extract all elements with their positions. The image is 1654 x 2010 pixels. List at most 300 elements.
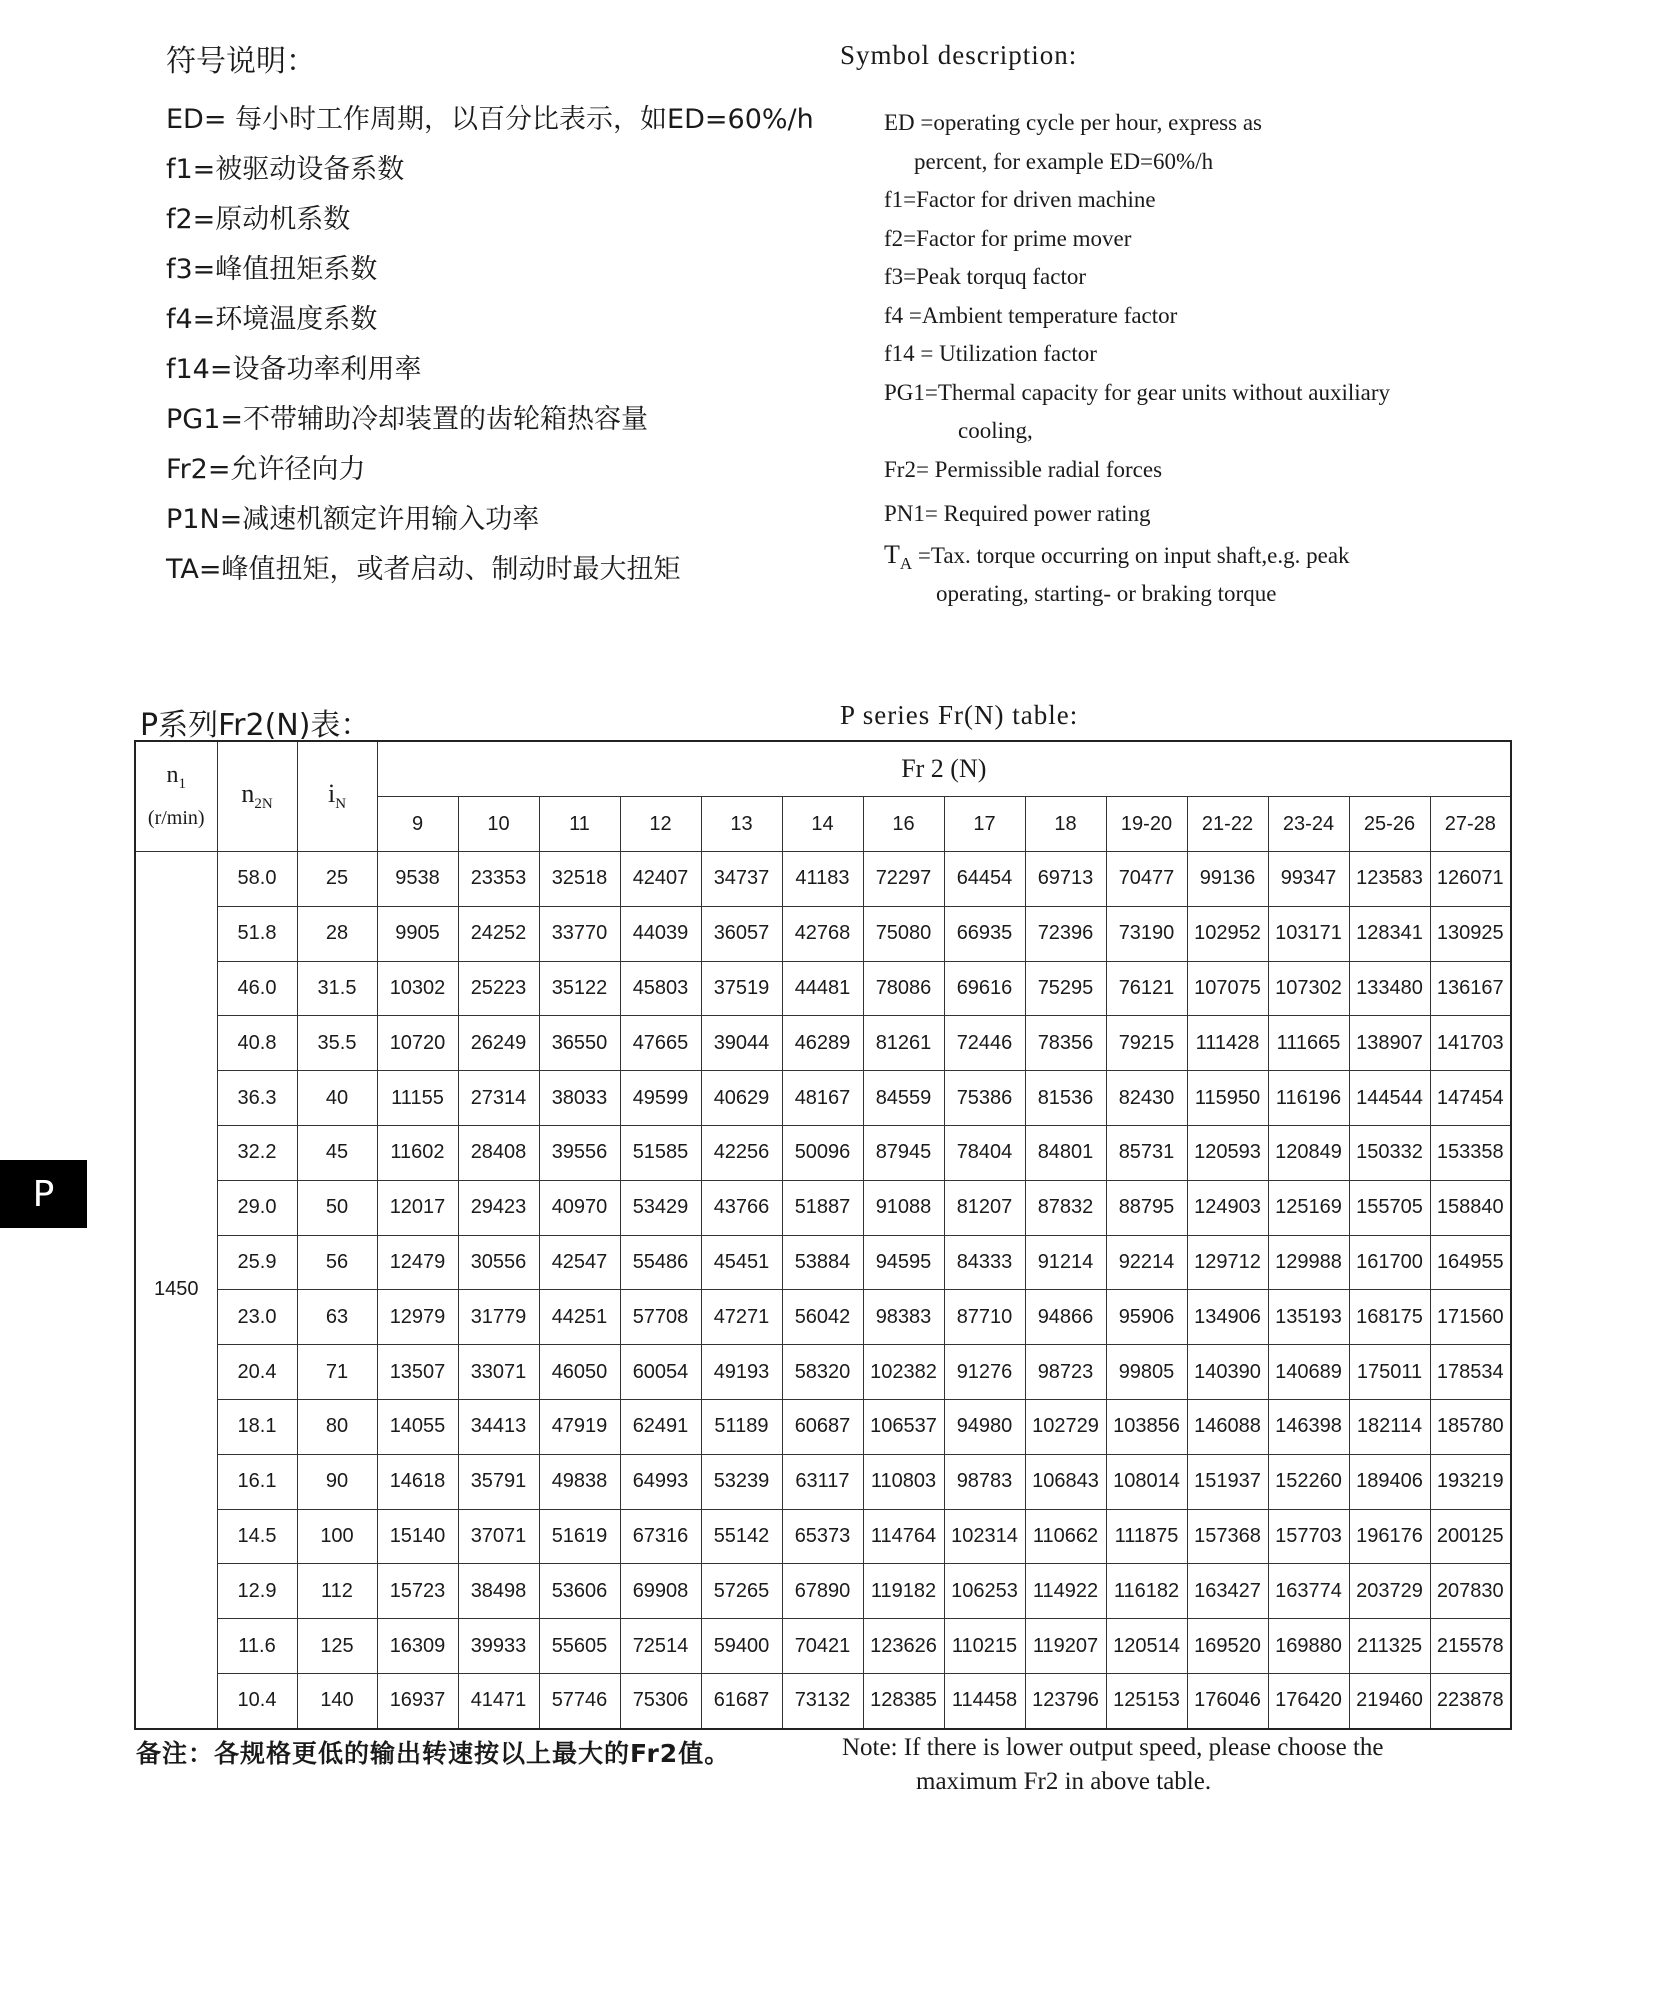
fr2-value: 44039	[620, 906, 701, 961]
fr2-value: 30556	[458, 1235, 539, 1290]
ratio-value: 31.5	[297, 961, 377, 1016]
fr2-value: 28408	[458, 1125, 539, 1180]
fr2-value: 87945	[863, 1125, 944, 1180]
fr2-value: 185780	[1430, 1399, 1511, 1454]
fr2-value: 110215	[944, 1619, 1025, 1674]
size-header-cell: 27-28	[1430, 797, 1511, 852]
fr2-value: 47271	[701, 1290, 782, 1345]
fr2-value: 12479	[377, 1235, 458, 1290]
fr2-value: 57708	[620, 1290, 701, 1345]
fr2-value: 106537	[863, 1399, 944, 1454]
fr2-value: 26249	[458, 1016, 539, 1071]
fr2-value: 12979	[377, 1290, 458, 1345]
fr2-value: 55142	[701, 1509, 782, 1564]
fr2-value: 53239	[701, 1454, 782, 1509]
fr2-value: 176046	[1187, 1673, 1268, 1728]
n2-value: 10.4	[217, 1673, 297, 1728]
fr2-value: 44481	[782, 961, 863, 1016]
fr2-value: 189406	[1349, 1454, 1430, 1509]
fr2-value: 43766	[701, 1180, 782, 1235]
table-row	[135, 1345, 1511, 1400]
note-en-line1: Note: If there is lower output speed, please choose the	[842, 1734, 1384, 1761]
fr2-value: 15723	[377, 1564, 458, 1619]
size-header-cell: 9	[377, 797, 458, 852]
fr2-value: 14055	[377, 1399, 458, 1454]
table-row	[135, 1016, 1511, 1071]
ratio-header: $i_N$	[297, 741, 377, 852]
symbol-item-en: f3=Peak torquq factor	[884, 264, 1087, 289]
size-header-cell: 11	[539, 797, 620, 852]
fr2-value: 158840	[1430, 1180, 1511, 1235]
ratio-value: 80	[297, 1399, 377, 1454]
symbol-item-cn: f2=原动机系数	[166, 204, 351, 235]
fr2-value: 69908	[620, 1564, 701, 1619]
fr2-value: 163774	[1268, 1564, 1349, 1619]
fr2-value: 67316	[620, 1509, 701, 1564]
fr2-value: 91276	[944, 1345, 1025, 1400]
n2-value: 20.4	[217, 1345, 297, 1400]
fr2-value: 40629	[701, 1071, 782, 1126]
fr2-value: 73132	[782, 1673, 863, 1728]
symbol-item-cn: PG1=不带辅助冷却装置的齿轮箱热容量	[166, 404, 649, 435]
table-row	[135, 852, 1511, 907]
fr2-value: 141703	[1430, 1016, 1511, 1071]
n2-value: 32.2	[217, 1125, 297, 1180]
symbol-item-en: Fr2= Permissible radial forces	[884, 456, 1163, 482]
ratio-value: 112	[297, 1564, 377, 1619]
fr2-value: 157368	[1187, 1509, 1268, 1564]
fr2-value: 119182	[863, 1564, 944, 1619]
ratio-value: 56	[297, 1235, 377, 1290]
fr2-value: 23353	[458, 852, 539, 907]
fr2-value: 50096	[782, 1125, 863, 1180]
symbol-item-cn: ED= 每小时工作周期，以百分比表示，如ED=60%/h	[166, 104, 814, 135]
symbol-item-en: f1=Factor for driven machine	[884, 187, 1156, 212]
fr2-value: 114922	[1025, 1564, 1106, 1619]
fr2-value: 98783	[944, 1454, 1025, 1509]
fr2-value: 35791	[458, 1454, 539, 1509]
n2-value: 14.5	[217, 1509, 297, 1564]
size-header-cell: 25-26	[1349, 797, 1430, 852]
fr2-value: 72396	[1025, 906, 1106, 961]
n2-header: $n_{2N}$	[217, 741, 297, 852]
table-row	[135, 1564, 1511, 1619]
ratio-value: 90	[297, 1454, 377, 1509]
fr2-value: 59400	[701, 1619, 782, 1674]
fr2-value: 144544	[1349, 1071, 1430, 1126]
fr2-value: 207830	[1430, 1564, 1511, 1619]
ratio-value: 140	[297, 1673, 377, 1728]
fr2-table	[134, 740, 1512, 1730]
fr2-value: 63117	[782, 1454, 863, 1509]
fr2-value: 46050	[539, 1345, 620, 1400]
fr2-value: 146398	[1268, 1399, 1349, 1454]
fr2-value: 178534	[1430, 1345, 1511, 1400]
fr2-value: 171560	[1430, 1290, 1511, 1345]
fr2-value: 200125	[1430, 1509, 1511, 1564]
fr2-value: 94866	[1025, 1290, 1106, 1345]
symbol-item-en: cooling,	[958, 418, 1033, 443]
fr2-value: 55486	[620, 1235, 701, 1290]
symbol-item-en: operating, starting- or braking torque	[936, 580, 1277, 606]
fr2-value: 98383	[863, 1290, 944, 1345]
ratio-value: 50	[297, 1180, 377, 1235]
fr2-value: 84559	[863, 1071, 944, 1126]
ratio-value: 100	[297, 1509, 377, 1564]
fr2-value: 81207	[944, 1180, 1025, 1235]
fr2-value: 49193	[701, 1345, 782, 1400]
fr2-value: 126071	[1430, 852, 1511, 907]
table-row	[135, 1619, 1511, 1674]
fr2-value: 102382	[863, 1345, 944, 1400]
symbol-item-cn: f1=被驱动设备系数	[166, 154, 405, 185]
fr2-value: 72297	[863, 852, 944, 907]
fr2-value: 9905	[377, 906, 458, 961]
table-row	[135, 1071, 1511, 1126]
symbol-item-en: percent, for example ED=60%/h	[914, 148, 1214, 174]
table-row	[135, 961, 1511, 1016]
fr2-value: 129712	[1187, 1235, 1268, 1290]
fr2-value: 153358	[1430, 1125, 1511, 1180]
fr2-value: 11155	[377, 1071, 458, 1126]
fr2-value: 36057	[701, 906, 782, 961]
fr2-value: 35122	[539, 961, 620, 1016]
fr2-value: 123626	[863, 1619, 944, 1674]
fr2-value: 10720	[377, 1016, 458, 1071]
symbol-list-en	[884, 104, 1584, 609]
fr2-value: 106843	[1025, 1454, 1106, 1509]
table-row	[135, 1290, 1511, 1345]
fr2-value: 99136	[1187, 852, 1268, 907]
section-tab: P	[0, 1160, 87, 1228]
fr2-value: 72446	[944, 1016, 1025, 1071]
fr2-value: 66935	[944, 906, 1025, 961]
size-header-cell: 17	[944, 797, 1025, 852]
fr2-value: 99347	[1268, 852, 1349, 907]
fr2-value: 147454	[1430, 1071, 1511, 1126]
fr2-value: 211325	[1349, 1619, 1430, 1674]
fr2-value: 64993	[620, 1454, 701, 1509]
symbol-item-cn: f3=峰值扭矩系数	[166, 254, 378, 285]
n2-value: 23.0	[217, 1290, 297, 1345]
fr2-value: 120514	[1106, 1619, 1187, 1674]
fr2-value: 151937	[1187, 1454, 1268, 1509]
fr2-value: 10302	[377, 961, 458, 1016]
n2-value: 36.3	[217, 1071, 297, 1126]
fr2-value: 13507	[377, 1345, 458, 1400]
fr2-value: 219460	[1349, 1673, 1430, 1728]
fr2-value: 72514	[620, 1619, 701, 1674]
fr2-value: 34413	[458, 1399, 539, 1454]
fr2-value: 12017	[377, 1180, 458, 1235]
fr2-value: 70421	[782, 1619, 863, 1674]
fr2-value: 39933	[458, 1619, 539, 1674]
table-row	[135, 1673, 1511, 1728]
legend-title-en: Symbol description:	[840, 40, 1078, 70]
fr2-value: 169880	[1268, 1619, 1349, 1674]
fr2-value: 78356	[1025, 1016, 1106, 1071]
fr2-value: 14618	[377, 1454, 458, 1509]
fr2-value: 84801	[1025, 1125, 1106, 1180]
size-header-cell: 12	[620, 797, 701, 852]
fr2-value: 91214	[1025, 1235, 1106, 1290]
fr2-value: 99805	[1106, 1345, 1187, 1400]
fr2-value: 85731	[1106, 1125, 1187, 1180]
fr2-value: 69713	[1025, 852, 1106, 907]
fr2-value: 102952	[1187, 906, 1268, 961]
fr2-value: 51189	[701, 1399, 782, 1454]
symbol-list-cn	[166, 100, 826, 600]
fr2-value: 36550	[539, 1016, 620, 1071]
fr2-value: 103856	[1106, 1399, 1187, 1454]
fr2-value: 102729	[1025, 1399, 1106, 1454]
fr2-value: 87832	[1025, 1180, 1106, 1235]
fr2-value: 37071	[458, 1509, 539, 1564]
fr2-value: 70477	[1106, 852, 1187, 907]
fr2-value: 88795	[1106, 1180, 1187, 1235]
fr2-value: 110803	[863, 1454, 944, 1509]
ratio-value: 71	[297, 1345, 377, 1400]
fr2-value: 164955	[1430, 1235, 1511, 1290]
fr2-value: 29423	[458, 1180, 539, 1235]
fr2-value: 107075	[1187, 961, 1268, 1016]
fr2-value: 42768	[782, 906, 863, 961]
fr2-value: 51887	[782, 1180, 863, 1235]
fr2-value: 64454	[944, 852, 1025, 907]
n2-value: 46.0	[217, 961, 297, 1016]
symbol-item-en	[884, 540, 1584, 579]
fr2-value: 196176	[1349, 1509, 1430, 1564]
table-row	[135, 906, 1511, 961]
ratio-value: 28	[297, 906, 377, 961]
n1-header: $n_1$ (r/min)	[135, 741, 217, 852]
fr2-value: 60054	[620, 1345, 701, 1400]
fr2-value: 94980	[944, 1399, 1025, 1454]
fr2-value: 49838	[539, 1454, 620, 1509]
fr2-value: 94595	[863, 1235, 944, 1290]
fr2-value: 163427	[1187, 1564, 1268, 1619]
fr2-value: 81536	[1025, 1071, 1106, 1126]
table-title-en: P series Fr(N) table:	[840, 700, 1079, 730]
fr2-value: 33071	[458, 1345, 539, 1400]
size-header-cell: 19-20	[1106, 797, 1187, 852]
fr2-value: 57265	[701, 1564, 782, 1619]
fr2-value: 111428	[1187, 1016, 1268, 1071]
ratio-value: 63	[297, 1290, 377, 1345]
fr2-value: 16937	[377, 1673, 458, 1728]
size-header-cell: 21-22	[1187, 797, 1268, 852]
fr2-value: 91088	[863, 1180, 944, 1235]
fr2-value: 16309	[377, 1619, 458, 1674]
fr2-value: 114458	[944, 1673, 1025, 1728]
fr2-value: 111875	[1106, 1509, 1187, 1564]
fr2-header: Fr 2 (N)	[377, 741, 1511, 797]
fr2-value: 146088	[1187, 1399, 1268, 1454]
fr2-value: 116196	[1268, 1071, 1349, 1126]
fr2-value: 108014	[1106, 1454, 1187, 1509]
symbol-item-cn: TA=峰值扭矩，或者启动、制动时最大扭矩	[166, 554, 681, 585]
fr2-value: 128385	[863, 1673, 944, 1728]
fr2-value: 169520	[1187, 1619, 1268, 1674]
fr2-value: 32518	[539, 852, 620, 907]
fr2-value: 106253	[944, 1564, 1025, 1619]
ta-symbol: $T_A$	[884, 539, 913, 573]
fr2-value: 51585	[620, 1125, 701, 1180]
n2-value: 29.0	[217, 1180, 297, 1235]
fr2-value: 44251	[539, 1290, 620, 1345]
fr2-value: 98723	[1025, 1345, 1106, 1400]
ratio-value: 35.5	[297, 1016, 377, 1071]
size-header-cell: 23-24	[1268, 797, 1349, 852]
fr2-value: 39044	[701, 1016, 782, 1071]
fr2-value: 38033	[539, 1071, 620, 1126]
fr2-value: 116182	[1106, 1564, 1187, 1619]
fr2-value: 78086	[863, 961, 944, 1016]
fr2-value: 120849	[1268, 1125, 1349, 1180]
fr2-value: 75295	[1025, 961, 1106, 1016]
table-row	[135, 1125, 1511, 1180]
fr2-value: 49599	[620, 1071, 701, 1126]
fr2-value: 42407	[620, 852, 701, 907]
fr2-value: 115950	[1187, 1071, 1268, 1126]
fr2-value: 203729	[1349, 1564, 1430, 1619]
fr2-value: 114764	[863, 1509, 944, 1564]
ta-description: =Tax. torque occurring on input shaft,e.g. peak	[912, 542, 1350, 568]
fr2-value: 61687	[701, 1673, 782, 1728]
fr2-value: 175011	[1349, 1345, 1430, 1400]
size-header-cell: 13	[701, 797, 782, 852]
fr2-value: 123796	[1025, 1673, 1106, 1728]
fr2-value: 53606	[539, 1564, 620, 1619]
n2-value: 51.8	[217, 906, 297, 961]
fr2-value: 150332	[1349, 1125, 1430, 1180]
fr2-value: 120593	[1187, 1125, 1268, 1180]
table-row	[135, 1454, 1511, 1509]
fr2-value: 130925	[1430, 906, 1511, 961]
table-row	[135, 1399, 1511, 1454]
table-title-cn: P系列Fr2(N)表：	[140, 708, 371, 743]
n2-value: 11.6	[217, 1619, 297, 1674]
fr2-value: 103171	[1268, 906, 1349, 961]
fr2-value: 125153	[1106, 1673, 1187, 1728]
symbol-item-cn: f4=环境温度系数	[166, 304, 378, 335]
n2-value: 12.9	[217, 1564, 297, 1619]
fr2-value: 40970	[539, 1180, 620, 1235]
fr2-value: 193219	[1430, 1454, 1511, 1509]
symbol-item-en: ED =operating cycle per hour, express as	[884, 110, 1262, 135]
fr2-value: 107302	[1268, 961, 1349, 1016]
fr2-value: 41471	[458, 1673, 539, 1728]
size-header-cell: 10	[458, 797, 539, 852]
symbol-item-en: PN1= Required power rating	[884, 501, 1151, 526]
ratio-value: 25	[297, 852, 377, 907]
fr2-value: 75080	[863, 906, 944, 961]
fr2-value: 138907	[1349, 1016, 1430, 1071]
n2-value: 58.0	[217, 852, 297, 907]
fr2-value: 51619	[539, 1509, 620, 1564]
fr2-value: 152260	[1268, 1454, 1349, 1509]
symbol-item-en: f2=Factor for prime mover	[884, 225, 1132, 251]
fr2-value: 135193	[1268, 1290, 1349, 1345]
fr2-value: 128341	[1349, 906, 1430, 961]
fr2-value: 31779	[458, 1290, 539, 1345]
fr2-value: 76121	[1106, 961, 1187, 1016]
fr2-value: 48167	[782, 1071, 863, 1126]
fr2-value: 168175	[1349, 1290, 1430, 1345]
fr2-value: 136167	[1430, 961, 1511, 1016]
fr2-value: 47665	[620, 1016, 701, 1071]
fr2-value: 55605	[539, 1619, 620, 1674]
fr2-value: 46289	[782, 1016, 863, 1071]
fr2-value: 47919	[539, 1399, 620, 1454]
fr2-value: 34737	[701, 852, 782, 907]
fr2-value: 140689	[1268, 1345, 1349, 1400]
fr2-value: 182114	[1349, 1399, 1430, 1454]
n2-value: 18.1	[217, 1399, 297, 1454]
fr2-value: 124903	[1187, 1180, 1268, 1235]
symbol-item-cn: P1N=减速机额定许用输入功率	[166, 504, 540, 535]
fr2-value: 161700	[1349, 1235, 1430, 1290]
n1-value: 1450	[135, 852, 217, 1729]
n2-value: 40.8	[217, 1016, 297, 1071]
legend-title-cn: 符号说明：	[166, 44, 316, 79]
fr2-value: 9538	[377, 852, 458, 907]
symbol-item-en: f14 = Utilization factor	[884, 341, 1097, 366]
fr2-value: 39556	[539, 1125, 620, 1180]
note-en-line2: maximum Fr2 in above table.	[916, 1768, 1212, 1795]
fr2-value: 111665	[1268, 1016, 1349, 1071]
fr2-value: 125169	[1268, 1180, 1349, 1235]
n2-value: 16.1	[217, 1454, 297, 1509]
note-cn: 备注：各规格更低的输出转速按以上最大的Fr2值。	[136, 1739, 731, 1768]
symbol-item-cn: f14=设备功率利用率	[166, 354, 422, 385]
table-row	[135, 1180, 1511, 1235]
fr2-value: 79215	[1106, 1016, 1187, 1071]
fr2-value: 87710	[944, 1290, 1025, 1345]
ratio-value: 40	[297, 1071, 377, 1126]
fr2-value: 24252	[458, 906, 539, 961]
fr2-value: 140390	[1187, 1345, 1268, 1400]
fr2-value: 45803	[620, 961, 701, 1016]
fr2-value: 157703	[1268, 1509, 1349, 1564]
fr2-value: 223878	[1430, 1673, 1511, 1728]
fr2-value: 75386	[944, 1071, 1025, 1126]
fr2-value: 215578	[1430, 1619, 1511, 1674]
fr2-value: 65373	[782, 1509, 863, 1564]
symbol-item-cn: Fr2=允许径向力	[166, 454, 366, 485]
fr2-value: 95906	[1106, 1290, 1187, 1345]
fr2-value: 38498	[458, 1564, 539, 1619]
table-row	[135, 1235, 1511, 1290]
fr2-value: 33770	[539, 906, 620, 961]
symbol-item-en: f4 =Ambient temperature factor	[884, 302, 1178, 328]
fr2-value: 82430	[1106, 1071, 1187, 1126]
fr2-value: 73190	[1106, 906, 1187, 961]
fr2-value: 25223	[458, 961, 539, 1016]
fr2-value: 67890	[782, 1564, 863, 1619]
size-header-cell: 18	[1025, 797, 1106, 852]
fr2-value: 129988	[1268, 1235, 1349, 1290]
fr2-value: 62491	[620, 1399, 701, 1454]
fr2-value: 102314	[944, 1509, 1025, 1564]
table-row	[135, 1509, 1511, 1564]
fr2-value: 123583	[1349, 852, 1430, 907]
fr2-value: 78404	[944, 1125, 1025, 1180]
n2-value: 25.9	[217, 1235, 297, 1290]
size-header-cell: 16	[863, 797, 944, 852]
fr2-value: 37519	[701, 961, 782, 1016]
fr2-value: 57746	[539, 1673, 620, 1728]
